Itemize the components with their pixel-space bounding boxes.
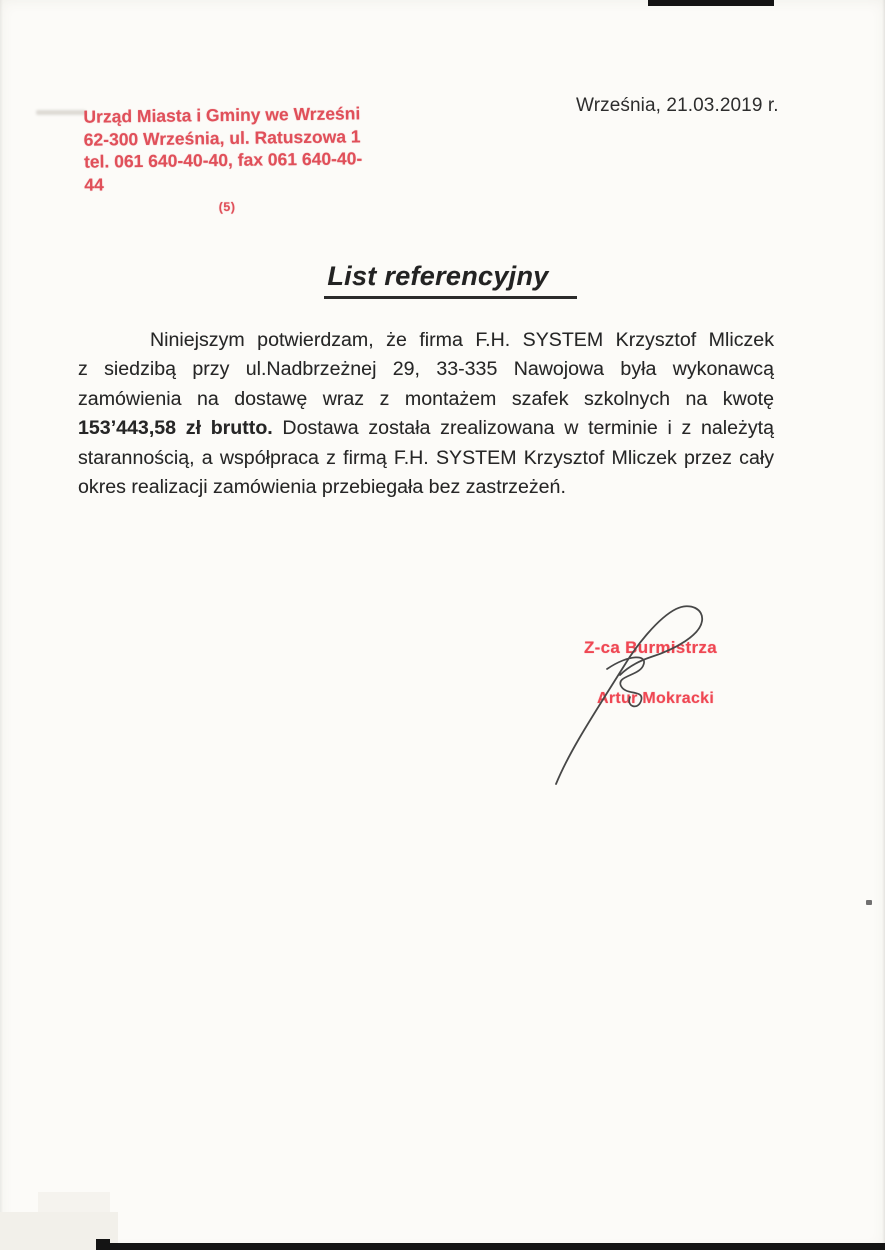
body-line [78, 326, 774, 355]
page-edge-left [0, 0, 3, 1250]
signature-stamp-name: Artur Mokracki [597, 690, 715, 707]
signature-stamp-role: Z-ca Burmistrza [584, 638, 717, 657]
scan-artifact-speck [866, 900, 872, 905]
body-line [78, 385, 774, 414]
scan-artifact-bar-bottom-step [96, 1239, 110, 1250]
body-line-text: starannością, a współpraca z firmą F.H. SYSTEM Krzysztof Mliczek przez cały [78, 446, 774, 469]
handwritten-signature [546, 604, 720, 790]
document-title: List referencyjny [324, 261, 576, 299]
body-line [78, 355, 774, 384]
title-row [0, 261, 885, 299]
body-line-text: Niniejszym potwierdzam, że firma F.H. SYSTEM Krzysztof Mliczek [150, 329, 774, 351]
body-line-text: okres realizacji zamówienia przebiegała bez zastrzeżeń. [78, 476, 566, 499]
scan-artifact-smudge [36, 110, 86, 115]
body-line-text: z siedzibą przy ul.Nadbrzeżnej 29, 33-335 Nawojowa była wykonawcą [78, 358, 774, 381]
body-paragraph [78, 326, 774, 502]
scan-artifact-bar-bottom [96, 1243, 885, 1250]
stamp-number: (5) [218, 199, 236, 215]
date-line: Września, 21.03.2019 r. [576, 95, 779, 116]
stamp-office-name: Urząd Miasta i Gminy we Wrześni [83, 103, 361, 127]
office-header-stamp [83, 102, 369, 220]
body-line [78, 473, 774, 502]
body-line-text: Dostawa została zrealizowana w terminie i z należytą [272, 417, 774, 440]
scan-artifact-bar-top [648, 0, 774, 6]
stamp-address: 62-300 Września, ul. Ratuszowa 1 [83, 125, 361, 150]
body-line-amount-bold: 153’443,58 zł brutto. [78, 417, 273, 440]
stamp-phone-fax: tel. 061 640-40-40, fax 061 640-40-44 [83, 148, 363, 195]
body-line [78, 444, 774, 473]
body-line [78, 414, 774, 443]
body-line-text: zamówienia na dostawę wraz z montażem szafek szkolnych na kwotę [78, 387, 774, 410]
